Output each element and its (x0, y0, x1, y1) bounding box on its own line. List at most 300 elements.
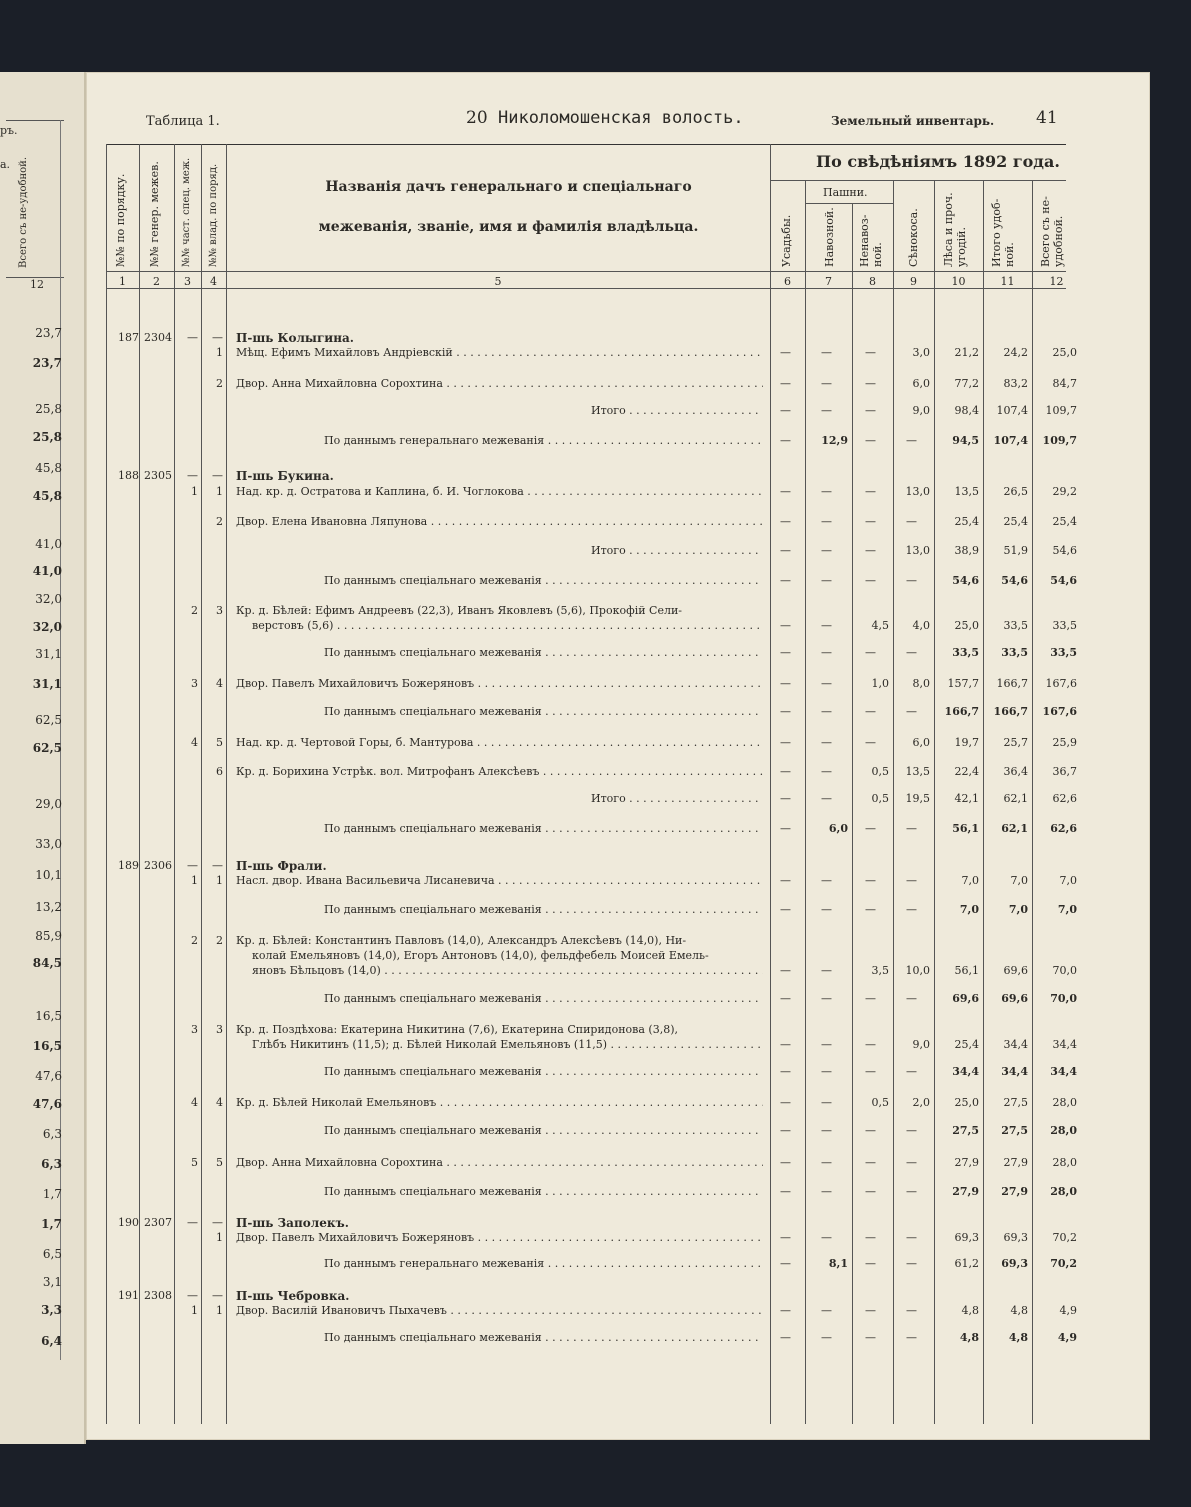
cell-v12: 25,4 (1052, 515, 1077, 528)
col-number-11: 11 (1000, 275, 1015, 288)
cell-v9: — (906, 705, 917, 718)
cell-name (324, 1256, 763, 1272)
table-row (86, 1123, 1086, 1139)
cell-name (236, 933, 763, 949)
table-top-rule (106, 144, 1066, 145)
cell-special-no: — (187, 1216, 198, 1229)
col-number-8: 8 (869, 275, 876, 288)
col-head-general: №№ генер. межев. (148, 161, 161, 267)
cell-v11: 62,1 (1001, 822, 1028, 835)
cell-v10: 7,0 (961, 874, 979, 887)
cell-v9: 9,0 (912, 404, 930, 417)
cell-name-text: Двор. Павелъ Михайловичъ Божеряновъ (236, 1231, 475, 1244)
col-head-navoz: Навозной. (823, 207, 836, 267)
cell-v11: 69,3 (1003, 1231, 1028, 1244)
cell-v12: 28,0 (1050, 1124, 1077, 1137)
left-page-value: 6,3 (42, 1127, 62, 1141)
cell-v12: 7,0 (1057, 903, 1077, 916)
cell-name (324, 821, 763, 837)
col-head-pashni: Пашни. (823, 186, 868, 199)
cell-v8: 1,0 (871, 677, 889, 690)
cell-general-no: 2308 (144, 1289, 172, 1302)
cell-name-text: П-шь Колыгина. (236, 331, 354, 345)
cell-v7: — (821, 515, 832, 528)
cell-v12: 54,6 (1052, 544, 1077, 557)
left-page-value: 6,3 (41, 1157, 62, 1171)
cell-name-text: П-шь Заполекъ. (236, 1216, 349, 1230)
table-row (86, 1037, 1086, 1053)
cell-v7: — (821, 377, 832, 390)
left-page-value: 10,1 (35, 868, 62, 882)
cell-v6: — (780, 1038, 791, 1051)
table-row (86, 618, 1086, 634)
cell-owner-no: — (212, 1289, 223, 1302)
cell-v6: — (780, 765, 791, 778)
left-page-value: 85,9 (35, 929, 62, 943)
cell-v10: 61,2 (954, 1257, 979, 1270)
cell-special-no: 4 (191, 736, 198, 749)
cell-special-no: — (187, 859, 198, 872)
cell-v8: — (865, 1038, 876, 1051)
cell-v9: 13,0 (905, 544, 930, 557)
col-head-title-2: межеванія, званіе, имя и фамилія владѣльца. (318, 219, 699, 235)
table-row (86, 468, 1086, 484)
table-row (86, 543, 1086, 559)
cell-v6: — (780, 646, 791, 659)
cell-v11: 107,4 (993, 434, 1028, 447)
cell-v8: — (865, 903, 876, 916)
cell-v10: 25,0 (954, 1096, 979, 1109)
left-page-value: 23,7 (35, 326, 62, 340)
cell-v9: — (906, 574, 917, 587)
cell-v10: 69,6 (952, 992, 979, 1005)
cell-name-text: Кр. д. Бѣлей: Константинъ Павловъ (14,0), Александръ Алексѣевъ (14,0), Ни- (236, 934, 687, 947)
cell-owner-no: 1 (216, 346, 223, 359)
col-head-vsego: Всего съ не-удобной. (1039, 196, 1065, 267)
cell-v7: — (821, 765, 832, 778)
cell-v9: — (906, 1185, 917, 1198)
cell-v11: 166,7 (993, 705, 1028, 718)
cell-v10: 42,1 (954, 792, 979, 805)
cell-v12: 70,2 (1052, 1231, 1077, 1244)
left-page-fragment (0, 72, 86, 1444)
table-row (86, 1256, 1086, 1272)
cell-v8: — (865, 574, 876, 587)
cell-name (236, 873, 763, 889)
cell-v11: 26,5 (1003, 485, 1028, 498)
cell-v7: — (821, 964, 832, 977)
cell-v12: 70,0 (1050, 992, 1077, 1005)
cell-v6: — (780, 992, 791, 1005)
cell-v8: — (865, 377, 876, 390)
cell-v6: — (780, 515, 791, 528)
cell-v7: — (821, 736, 832, 749)
cell-name-text: По даннымъ спеціальнаго межеванія (324, 646, 542, 659)
cell-v11: 7,0 (1010, 874, 1028, 887)
cell-name (591, 403, 763, 419)
cell-owner-no: 2 (216, 934, 223, 947)
cell-v6: — (780, 822, 791, 835)
page-number-right: 41 (1036, 108, 1058, 128)
cell-v10: 7,0 (959, 903, 979, 916)
cell-v7: — (821, 677, 832, 690)
left-page-value: 41,0 (32, 564, 62, 578)
left-page-value: 13,2 (35, 900, 62, 914)
cell-v12: 70,0 (1052, 964, 1077, 977)
table-row (86, 963, 1086, 979)
cell-v12: 28,0 (1052, 1096, 1077, 1109)
cell-v8: — (865, 992, 876, 1005)
left-page-value: 41,0 (35, 537, 62, 551)
colnum-rule (106, 288, 1066, 289)
cell-name (591, 543, 763, 559)
cell-v6: — (780, 619, 791, 632)
cell-v8: — (865, 1065, 876, 1078)
cell-v12: 28,0 (1050, 1185, 1077, 1198)
cell-v10: 19,7 (954, 736, 979, 749)
cell-v7: — (821, 1304, 832, 1317)
cell-v9: — (906, 874, 917, 887)
cell-v8: — (865, 1304, 876, 1317)
cell-v7: — (821, 544, 832, 557)
cell-order: 190 (118, 1216, 139, 1229)
cell-name (236, 514, 763, 530)
cell-v9: — (906, 1065, 917, 1078)
table-row (86, 484, 1086, 500)
left-page-value: 62,5 (35, 713, 62, 727)
cell-v10: 56,1 (954, 964, 979, 977)
table-row (86, 858, 1086, 874)
left-page-value: 45,8 (35, 461, 62, 475)
cell-name (236, 1215, 763, 1231)
cell-name (236, 1303, 763, 1319)
cell-v10: 94,5 (952, 434, 979, 447)
left-page-value: 23,7 (32, 356, 62, 370)
cell-v12: 28,0 (1052, 1156, 1077, 1169)
table-row (86, 704, 1086, 720)
cell-name-text: По даннымъ спеціальнаго межеванія (324, 903, 542, 916)
cell-v7: 6,0 (828, 822, 848, 835)
cell-v6: — (780, 1185, 791, 1198)
cell-owner-no: 4 (216, 1096, 223, 1109)
table-row (86, 1022, 1086, 1038)
cell-v7: — (821, 574, 832, 587)
cell-name-text: Двор. Анна Михайловна Сорохтина (236, 1156, 443, 1169)
cell-v10: 22,4 (954, 765, 979, 778)
cell-v10: 25,4 (954, 1038, 979, 1051)
cell-v12: 109,7 (1045, 404, 1077, 417)
cell-name-text: Кр. д. Борихина Устрѣк. вол. Митрофанъ Алексѣевъ (236, 765, 540, 778)
cell-v10: 27,9 (952, 1185, 979, 1198)
cell-owner-no: 1 (216, 1231, 223, 1244)
cell-general-no: 2304 (144, 331, 172, 344)
cell-v6: — (780, 1331, 791, 1344)
cell-v8: — (865, 822, 876, 835)
cell-v11: 69,3 (1001, 1257, 1028, 1270)
col-group-1892: По свѣдѣніямъ 1892 года. (816, 152, 1060, 171)
cell-v11: 27,5 (1003, 1096, 1028, 1109)
cell-v7: — (821, 705, 832, 718)
cell-v7: — (821, 1231, 832, 1244)
cell-v7: — (821, 646, 832, 659)
table-row (86, 345, 1086, 361)
cell-v9: 6,0 (912, 377, 930, 390)
cell-name-text: Двор. Павелъ Михайловичъ Божеряновъ (236, 677, 475, 690)
col-number-7: 7 (825, 275, 832, 288)
left-page-rule (60, 120, 61, 1360)
cell-name (236, 858, 763, 874)
cell-v8: 0,5 (871, 1096, 889, 1109)
cell-v9: — (906, 1331, 917, 1344)
cell-name-text: П-шь Букина. (236, 469, 334, 483)
cell-v8: — (865, 346, 876, 359)
left-page-header: ръ. (0, 124, 18, 137)
cell-v12: 7,0 (1059, 874, 1077, 887)
cell-v6: — (780, 964, 791, 977)
cell-v7: — (821, 992, 832, 1005)
col-head-title-1: Названія дачъ генеральнаго и спеціальнаго (325, 179, 692, 195)
cell-v11: 34,4 (1001, 1065, 1028, 1078)
cell-v11: 36,4 (1003, 765, 1028, 778)
cell-v6: — (780, 1065, 791, 1078)
cell-v10: 27,9 (954, 1156, 979, 1169)
cell-v6: — (780, 485, 791, 498)
left-page-value: 25,8 (35, 402, 62, 416)
cell-v11: 69,6 (1003, 964, 1028, 977)
cell-order: 189 (118, 859, 139, 872)
cell-v11: 4,8 (1010, 1304, 1028, 1317)
cell-v9: — (906, 822, 917, 835)
cell-v8: — (865, 1257, 876, 1270)
cell-special-no: — (187, 331, 198, 344)
cell-special-no: — (187, 1289, 198, 1302)
cell-v9: — (906, 1124, 917, 1137)
cell-v11: 27,9 (1001, 1185, 1028, 1198)
table-row (86, 933, 1086, 949)
cell-v12: 33,5 (1050, 646, 1077, 659)
left-page-value: 47,6 (35, 1069, 62, 1083)
cell-v7: — (821, 1124, 832, 1137)
cell-name-text: Глѣбъ Никитинъ (11,5); д. Бѣлей Николай Емельяновъ (11,5) (252, 1038, 608, 1051)
page-number-left: 20 (466, 108, 488, 128)
cell-v6: — (780, 346, 791, 359)
cell-v6: — (780, 1304, 791, 1317)
cell-v8: — (865, 1124, 876, 1137)
cell-v9: 10,0 (905, 964, 930, 977)
col-head-itogo: Итого удоб-ной. (990, 198, 1016, 267)
table-row (86, 573, 1086, 589)
cell-v7: — (821, 404, 832, 417)
cell-v12: 54,6 (1050, 574, 1077, 587)
cell-v6: — (780, 1231, 791, 1244)
cell-v9: — (906, 1257, 917, 1270)
cell-name-text: Насл. двор. Ивана Васильевича Лисаневича (236, 874, 495, 887)
cell-name (324, 1123, 763, 1139)
cell-special-no: 5 (191, 1156, 198, 1169)
cell-name (236, 1095, 763, 1111)
cell-v12: 62,6 (1052, 792, 1077, 805)
table-row (86, 1215, 1086, 1231)
cell-v12: 109,7 (1042, 434, 1077, 447)
cell-v10: 13,5 (954, 485, 979, 498)
cell-v9: 8,0 (912, 677, 930, 690)
cell-v9: 13,5 (905, 765, 930, 778)
cell-v9: 3,0 (912, 346, 930, 359)
cell-v10: 98,4 (954, 404, 979, 417)
cell-name (236, 764, 763, 780)
cell-v10: 25,0 (954, 619, 979, 632)
cell-name (591, 791, 763, 807)
table-row (86, 1330, 1086, 1346)
left-page-value: 6,5 (42, 1247, 62, 1261)
cell-name (236, 676, 763, 692)
left-page-col-num: 12 (30, 278, 44, 291)
cell-v10: 27,5 (952, 1124, 979, 1137)
cell-owner-no: 2 (216, 515, 223, 528)
table-row (86, 514, 1086, 530)
cell-name-text: верстовъ (5,6) (252, 619, 334, 632)
cell-name-text: Кр. д. Бѣлей Николай Емельяновъ (236, 1096, 437, 1109)
col-number-1: 1 (119, 275, 126, 288)
cell-v8: 3,5 (871, 964, 889, 977)
cell-v11: 33,5 (1003, 619, 1028, 632)
cell-owner-no: 1 (216, 1304, 223, 1317)
cell-name-text: колай Емельяновъ (14,0), Егоръ Антоновъ (14,0), фельдфебель Моисей Емель- (252, 949, 709, 962)
cell-name-text: Двор. Елена Ивановна Ляпунова (236, 515, 428, 528)
cell-v6: — (780, 1096, 791, 1109)
volost-title: Николомошенская волость. (498, 108, 744, 128)
cell-name-text: По даннымъ спеціальнаго межеванія (324, 574, 542, 587)
table-row (86, 791, 1086, 807)
cell-name (252, 618, 763, 634)
cell-owner-no: — (212, 859, 223, 872)
left-page-value: 3,3 (41, 1303, 62, 1317)
cell-special-no: 4 (191, 1096, 198, 1109)
cell-v8: 0,5 (871, 765, 889, 778)
col-number-6: 6 (784, 275, 791, 288)
cell-v12: 4,9 (1057, 1331, 1077, 1344)
cell-name (236, 1288, 763, 1304)
cell-v11: 166,7 (996, 677, 1028, 690)
cell-name (324, 1330, 763, 1346)
cell-v8: — (865, 1231, 876, 1244)
cell-owner-no: 3 (216, 1023, 223, 1036)
cell-v7: — (821, 1065, 832, 1078)
col-number-3: 3 (184, 275, 191, 288)
col-head-owner: №№ влад. по поряд. (208, 163, 219, 267)
cell-name-text: По даннымъ спеціальнаго межеванія (324, 1124, 542, 1137)
cell-v9: — (906, 515, 917, 528)
cell-v8: — (865, 646, 876, 659)
cell-v11: 33,5 (1001, 646, 1028, 659)
cell-v9: 4,0 (912, 619, 930, 632)
left-page-value: 62,5 (32, 741, 62, 755)
cell-v6: — (780, 377, 791, 390)
cell-special-no: — (187, 469, 198, 482)
cell-name-text: Итого (591, 792, 626, 805)
table-row (86, 676, 1086, 692)
cell-name (324, 645, 763, 661)
cell-v12: 167,6 (1042, 705, 1077, 718)
cell-v12: 70,2 (1050, 1257, 1077, 1270)
table-row (86, 1095, 1086, 1111)
cell-v12: 167,6 (1045, 677, 1077, 690)
cell-special-no: 1 (191, 1304, 198, 1317)
cell-v8: — (865, 404, 876, 417)
cell-v8: — (865, 874, 876, 887)
cell-owner-no: — (212, 469, 223, 482)
cell-v6: — (780, 736, 791, 749)
cell-name-text: По даннымъ спеціальнаго межеванія (324, 992, 542, 1005)
cell-owner-no: — (212, 1216, 223, 1229)
cell-v8: — (865, 1156, 876, 1169)
cell-name (236, 735, 763, 751)
cell-name (236, 330, 763, 346)
cell-v10: 69,3 (954, 1231, 979, 1244)
cell-v8: 4,5 (871, 619, 889, 632)
table-row (86, 735, 1086, 751)
cell-name-text: Кр. д. Поздѣхова: Екатерина Никитина (7,6), Екатерина Спиридонова (3,8), (236, 1023, 678, 1036)
left-page-value: 45,8 (32, 489, 62, 503)
left-page-table-head (6, 120, 64, 278)
cell-v9: 13,0 (905, 485, 930, 498)
col-head-order: №№ по порядку. (114, 173, 127, 267)
cell-v6: — (780, 792, 791, 805)
table-row (86, 764, 1086, 780)
table-row (86, 1184, 1086, 1200)
cell-v12: 29,2 (1052, 485, 1077, 498)
cell-v7: — (821, 874, 832, 887)
cell-name-text: По даннымъ спеціальнаго межеванія (324, 1185, 542, 1198)
cell-order: 187 (118, 331, 139, 344)
table-row (86, 948, 1086, 964)
cell-name-text: яновъ Бѣльцовъ (14,0) (252, 964, 381, 977)
cell-v11: 34,4 (1003, 1038, 1028, 1051)
cell-owner-no: 5 (216, 736, 223, 749)
cell-name-text: Двор. Анна Михайловна Сорохтина (236, 377, 443, 390)
left-page-value: 33,0 (35, 837, 62, 851)
cell-v11: 25,4 (1003, 515, 1028, 528)
left-page-value: 29,0 (35, 797, 62, 811)
left-page-value: 25,8 (32, 430, 62, 444)
cell-v6: — (780, 705, 791, 718)
col-number-4: 4 (210, 275, 217, 288)
cell-name (252, 963, 763, 979)
table-row (86, 330, 1086, 346)
cell-v11: 27,9 (1003, 1156, 1028, 1169)
table-row (86, 1064, 1086, 1080)
table-row (86, 873, 1086, 889)
cell-v10: 157,7 (947, 677, 979, 690)
cell-v9: — (906, 903, 917, 916)
cell-special-no: 2 (191, 604, 198, 617)
cell-v6: — (780, 677, 791, 690)
cell-name-text: По даннымъ генеральнаго межеванія (324, 1257, 545, 1270)
cell-owner-no: — (212, 331, 223, 344)
cell-v9: — (906, 1304, 917, 1317)
left-page-value: 1,7 (42, 1187, 62, 1201)
col-head-senokos: Сѣнокоса. (907, 208, 920, 267)
cell-v6: — (780, 874, 791, 887)
cell-name-text: Мѣщ. Ефимъ Михайловъ Андріевскій (236, 346, 453, 359)
cell-v7: 12,9 (821, 434, 848, 447)
cell-v10: 166,7 (944, 705, 979, 718)
cell-name-text: По даннымъ спеціальнаго межеванія (324, 1065, 542, 1078)
cell-v9: 19,5 (905, 792, 930, 805)
table-row (86, 1288, 1086, 1304)
table-row (86, 1230, 1086, 1246)
left-page-value: 16,5 (32, 1039, 62, 1053)
